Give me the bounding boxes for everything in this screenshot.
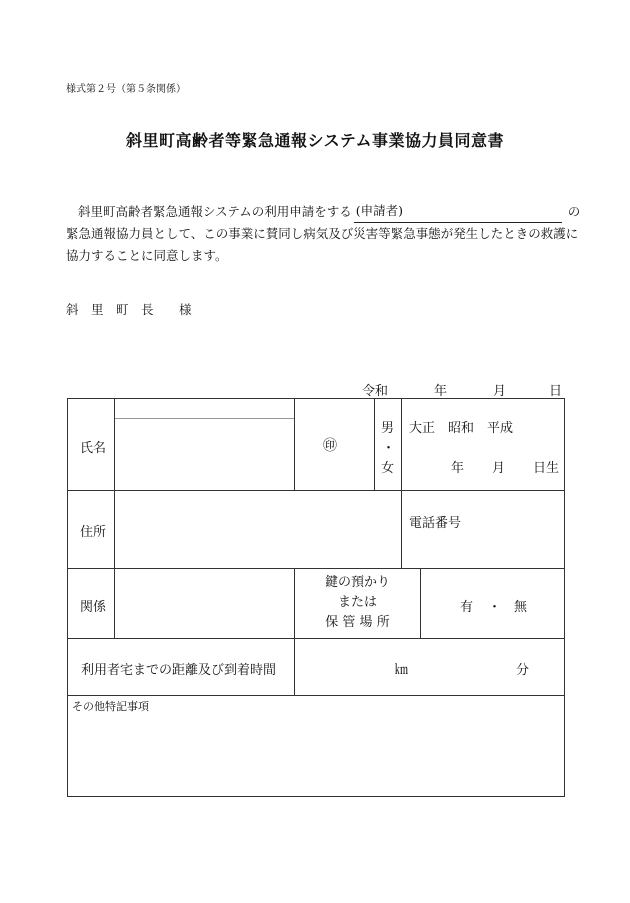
col-divider (374, 399, 375, 490)
statement-line-1 (66, 200, 581, 223)
row-divider (68, 638, 564, 639)
name-input[interactable] (116, 420, 293, 489)
distance-unit: ㎞ (395, 663, 409, 678)
key-storage-line: 鍵の預かり (324, 575, 390, 590)
consent-form-table (67, 398, 565, 797)
form-reference: 様式第２号（第５条関係） (66, 84, 186, 95)
gender-separator: ・ (382, 441, 396, 456)
col-divider (294, 399, 295, 490)
distance-input[interactable] (296, 640, 392, 694)
addressee-char: 長 (141, 302, 154, 317)
furigana-divider (114, 418, 294, 419)
statement-line-3: 協力することに同意します。 (66, 248, 228, 263)
phone-input[interactable] (403, 531, 562, 567)
key-storage-line: 保 管 場 所 (325, 615, 390, 630)
distance-label: 利用者宅までの距離及び到着時間 (81, 663, 277, 678)
date-era: 令和 (362, 384, 389, 399)
consent-statement (66, 200, 581, 267)
key-yes-option[interactable]: 有 (460, 600, 474, 615)
relation-input[interactable] (116, 570, 293, 637)
birth-day-label: 日生 (533, 461, 560, 476)
relation-label: 関係 (80, 600, 107, 615)
addressee-char: 町 (116, 302, 129, 317)
col-divider (294, 638, 295, 695)
gender-female[interactable]: 女 (381, 461, 395, 476)
col-divider (420, 568, 421, 638)
statement-line-1-suffix: の (567, 204, 581, 219)
key-storage-label (295, 573, 420, 633)
phone-label: 電話番号 (409, 516, 462, 531)
seal-mark: ㊞ (323, 438, 337, 454)
date-month: 月 (493, 384, 507, 399)
applicant-field[interactable] (354, 200, 562, 223)
furigana-input[interactable] (116, 400, 293, 417)
applicant-label: (申請者) (355, 203, 404, 218)
date-year: 年 (434, 384, 448, 399)
notes-input[interactable] (70, 715, 562, 793)
addressee-char: 斜 (66, 302, 79, 317)
addressee-honorific: 様 (179, 302, 192, 317)
address-label: 住所 (80, 525, 107, 540)
time-input[interactable] (418, 640, 512, 694)
key-storage-line: または (337, 595, 377, 610)
key-separator: ・ (488, 600, 502, 615)
key-no-option[interactable]: 無 (514, 600, 528, 615)
col-divider (401, 399, 402, 490)
address-input[interactable] (116, 492, 400, 567)
row-divider (68, 695, 564, 696)
time-unit: 分 (516, 663, 530, 678)
statement-line-2: 緊急通報協力員として、この事業に賛同し病気及び災害等緊急事態が発生したときの救護に (66, 226, 579, 241)
document-title: 斜里町高齢者等緊急通報システム事業協力員同意書 (126, 131, 504, 150)
name-label: 氏名 (80, 441, 107, 456)
row-divider (68, 490, 564, 491)
birth-era-options[interactable]: 大正 昭和 平成 (409, 421, 514, 436)
row-divider (68, 568, 564, 569)
addressee-char: 里 (91, 302, 104, 317)
statement-line-1-text: 斜里町高齢者緊急通報システムの利用申請をする (78, 204, 352, 219)
birth-month-label: 月 (492, 461, 506, 476)
birth-year-label: 年 (451, 461, 465, 476)
date-day: 日 (549, 384, 563, 399)
addressee (66, 300, 192, 318)
col-divider (114, 399, 115, 490)
notes-label: その他特記事項 (72, 700, 149, 713)
gender-male[interactable]: 男 (381, 421, 395, 436)
col-divider (114, 490, 115, 568)
col-divider (114, 568, 115, 638)
col-divider (401, 490, 402, 568)
